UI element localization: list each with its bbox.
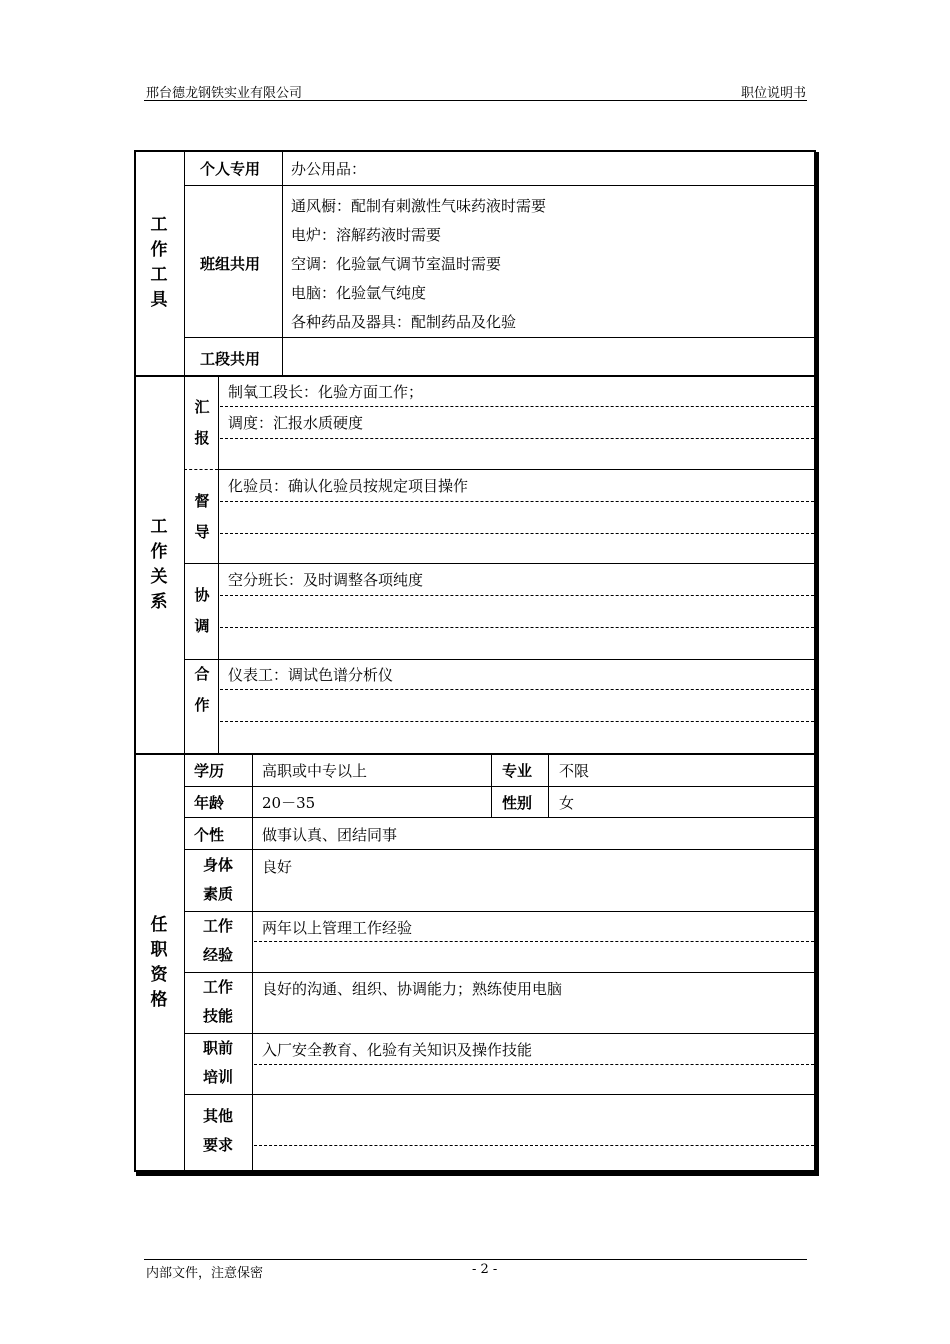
confidential-note: 内部文件，注意保密 <box>146 1266 264 1281</box>
page-number: - 2 - <box>472 1262 498 1277</box>
dashed-line <box>254 1064 814 1065</box>
age-label: 年龄 <box>194 794 225 812</box>
company-name: 邢台德龙钢铁实业有限公司 <box>146 86 303 101</box>
table-shadow-bottom <box>136 1172 819 1176</box>
gender-label: 性别 <box>502 794 533 812</box>
training-label: 职前 培训 <box>202 1039 233 1086</box>
row-divider <box>184 185 816 186</box>
tools-section-label: 工作工具 <box>150 215 168 310</box>
coordinate-label: 协调 <box>194 586 210 635</box>
skills-label: 工作 技能 <box>202 978 233 1025</box>
row-divider <box>184 563 816 564</box>
section-shared-label: 工段共用 <box>200 350 261 368</box>
row-divider <box>184 1033 816 1034</box>
dashed-line <box>254 1145 814 1146</box>
row-divider <box>218 469 816 470</box>
training-value: 入厂安全教育、化验有关知识及操作技能 <box>262 1041 533 1059</box>
team-tool-item: 通风橱：配制有刺激性气味药液时需要 <box>291 197 547 215</box>
gender-value: 女 <box>559 794 575 812</box>
report-label: 汇报 <box>194 398 210 447</box>
section-divider <box>134 753 816 755</box>
education-label: 学历 <box>194 762 225 780</box>
age-value: 20－35 <box>262 794 316 812</box>
dashed-line <box>220 689 814 690</box>
personality-label: 个性 <box>194 826 225 844</box>
dashed-line <box>220 627 814 628</box>
dashed-line <box>220 595 814 596</box>
skills-value: 良好的沟通、组织、协调能力；熟练使用电脑 <box>262 980 563 998</box>
row-divider <box>184 337 816 338</box>
cooperate-label: 合作 <box>194 665 210 714</box>
major-label: 专业 <box>502 762 533 780</box>
relations-section-label: 工作关系 <box>150 517 168 612</box>
coordinate-item: 空分班长：及时调整各项纯度 <box>228 571 424 589</box>
personality-value: 做事认真、团结同事 <box>262 826 398 844</box>
dashed-line <box>220 533 814 534</box>
team-tool-item: 各种药品及器具：配制药品及化验 <box>291 313 517 331</box>
dashed-divider <box>184 469 218 470</box>
section-column-divider <box>184 152 185 1170</box>
team-tool-item: 电炉：溶解药液时需要 <box>291 226 442 244</box>
experience-value: 两年以上管理工作经验 <box>262 919 413 937</box>
report-item: 调度：汇报水质硬度 <box>228 414 364 432</box>
personal-tools-value: 办公用品： <box>291 160 367 178</box>
dashed-line <box>220 501 814 502</box>
qualifications-section-label: 任职资格 <box>150 915 168 1010</box>
team-tool-item: 空调：化验氩气调节室温时需要 <box>291 255 502 273</box>
section-divider <box>134 375 816 377</box>
team-tools-label: 班组共用 <box>200 255 261 273</box>
team-tool-item: 电脑：化验氩气纯度 <box>291 284 427 302</box>
row-divider <box>184 972 816 973</box>
dashed-line <box>254 941 814 942</box>
other-label: 其他 要求 <box>202 1107 233 1154</box>
major-value: 不限 <box>559 762 590 780</box>
personal-tools-label: 个人专用 <box>200 160 261 178</box>
supervise-label: 督导 <box>194 492 210 541</box>
experience-label: 工作 经验 <box>202 917 233 964</box>
physical-value: 良好 <box>262 858 293 876</box>
row-divider <box>184 659 816 660</box>
cooperate-item: 仪表工：调试色谱分析仪 <box>228 666 394 684</box>
row-divider <box>184 849 816 850</box>
header-divider <box>144 100 807 101</box>
row-divider <box>184 817 816 818</box>
dashed-line <box>220 438 814 439</box>
relations-label-divider <box>218 377 219 753</box>
row-divider <box>184 911 816 912</box>
dashed-line <box>220 721 814 722</box>
dashed-line <box>220 406 814 407</box>
physical-label: 身体 素质 <box>202 856 233 903</box>
supervise-item: 化验员：确认化验员按规定项目操作 <box>228 477 469 495</box>
row-divider <box>184 786 816 787</box>
report-item: 制氧工段长：化验方面工作； <box>228 383 424 401</box>
table-shadow-right <box>816 152 819 1176</box>
row-divider <box>184 1094 816 1095</box>
document-type: 职位说明书 <box>740 86 806 101</box>
footer-divider <box>144 1259 807 1260</box>
education-value: 高职或中专以上 <box>262 762 368 780</box>
